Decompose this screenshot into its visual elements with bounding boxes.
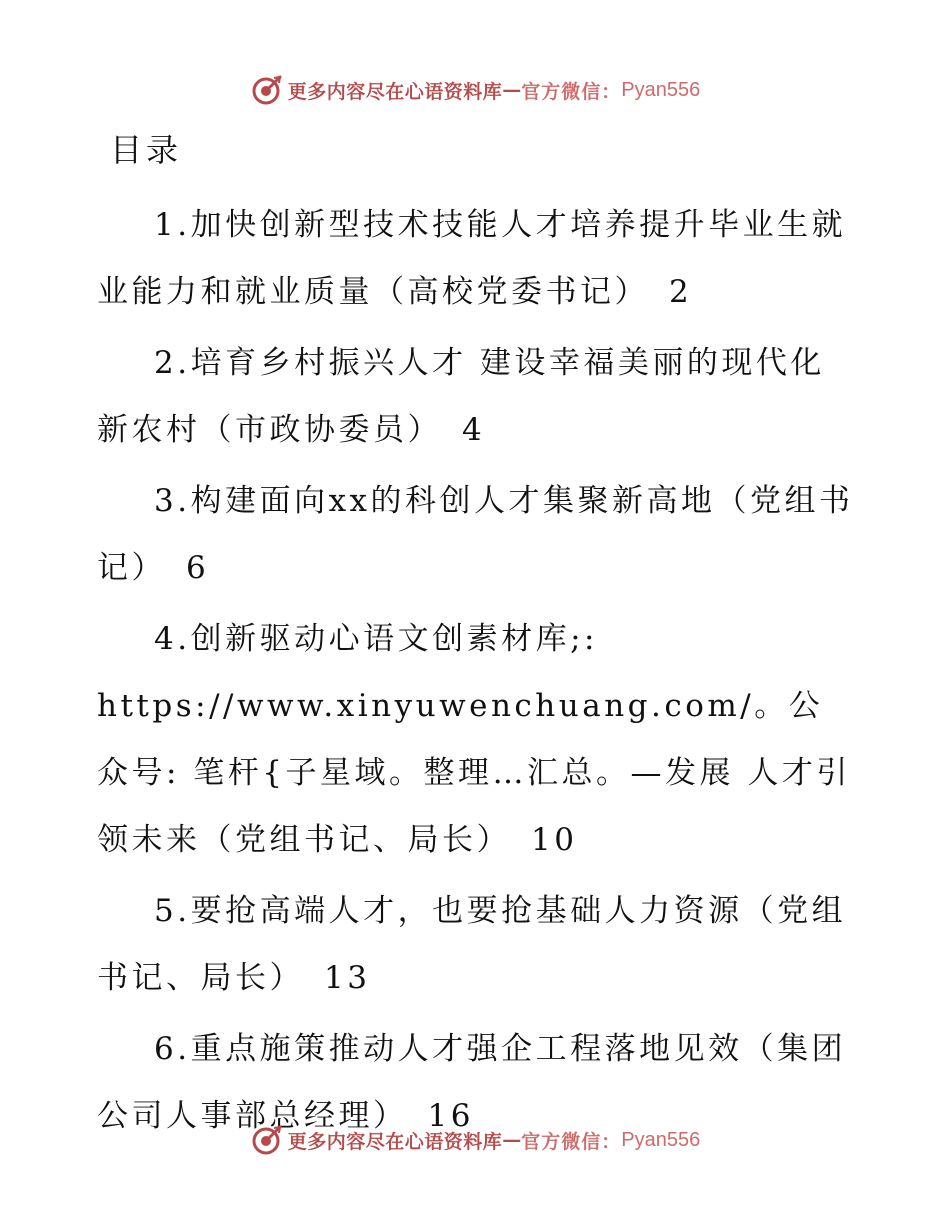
toc-entry bbox=[97, 606, 857, 874]
toc-entry-text: 5.要抢高端人才，也要抢基础人力资源（党组书记、局长） bbox=[97, 893, 847, 996]
banner-wechat-id: Pyan556 bbox=[621, 78, 701, 101]
table-of-contents bbox=[97, 192, 857, 1154]
toc-entry bbox=[97, 192, 857, 326]
toc-entry-page: 16 bbox=[427, 1098, 474, 1134]
toc-entry-text: 2.培育乡村振兴人才 建设幸福美丽的现代化新农村（市政协委员） bbox=[97, 345, 825, 448]
toc-entry-page: 10 bbox=[531, 822, 578, 858]
banner-wechat-label: 官方微信： bbox=[521, 80, 622, 103]
toc-entry bbox=[97, 330, 857, 464]
toc-entry-text: 6.重点施策推动人才强企工程落地见效（集团公司人事部总经理） bbox=[97, 1031, 847, 1134]
footer-watermark-banner bbox=[0, 1120, 950, 1160]
banner-text: 更多内容尽在心语资料库 bbox=[287, 80, 503, 103]
toc-entry bbox=[97, 878, 857, 1012]
brush-logo-icon bbox=[250, 1124, 282, 1156]
banner-separator: — bbox=[502, 79, 522, 101]
toc-entry-page: 2 bbox=[669, 274, 693, 310]
banner-wechat-label: 官方微信： bbox=[521, 1130, 622, 1153]
banner-separator: — bbox=[502, 1129, 522, 1151]
toc-entry bbox=[97, 468, 857, 602]
document-title: 目录 bbox=[110, 131, 183, 169]
toc-entry-page: 6 bbox=[186, 550, 210, 586]
toc-entry-page: 4 bbox=[462, 412, 486, 448]
toc-entry-text: 3.构建面向xx的科创人才集聚新高地（党组书记） bbox=[97, 483, 854, 586]
brush-logo-icon bbox=[250, 74, 282, 106]
banner-text: 更多内容尽在心语资料库 bbox=[287, 1130, 503, 1153]
toc-entry-page: 13 bbox=[324, 960, 371, 996]
toc-entry-text: 1.加快创新型技术技能人才培养提升毕业生就业能力和就业质量（高校党委书记） bbox=[97, 207, 847, 310]
toc-entry-text: 4.创新驱动心语文创素材库;: https://www.xinyuwenchuang.com/。公众号: 笔杆{子星域。整理…汇总。—发展 人才引领未来（党组书记、局长） bbox=[97, 621, 851, 858]
banner-wechat-id: Pyan556 bbox=[621, 1128, 701, 1151]
header-watermark-banner bbox=[0, 70, 950, 110]
